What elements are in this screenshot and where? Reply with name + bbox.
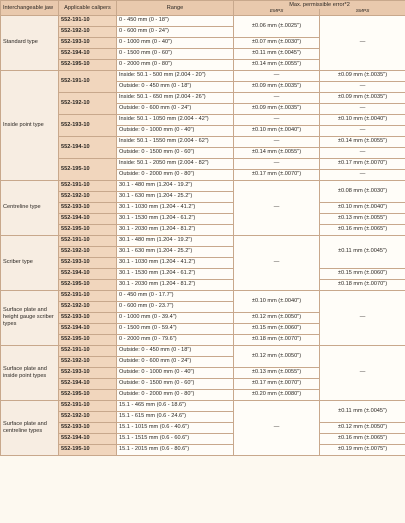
header-range: Range (117, 1, 234, 16)
emps-cell: ±0.12 mm (±.0050") (234, 312, 320, 323)
emps-cell: ±0.17 mm (±.0070") (234, 169, 320, 180)
smps-cell: — (320, 147, 405, 158)
smps-cell: ±0.16 mm (±.0065") (320, 224, 405, 235)
range-cell: Inside: 50.1 - 500 mm (2.004 - 20") (117, 70, 234, 81)
range-cell: 30.1 - 2030 mm (1.204 - 81.2") (117, 279, 234, 290)
caliper-model-cell: 552-194-10 (59, 378, 117, 389)
range-cell: 0 - 450 mm (0 - 17.7") (117, 290, 234, 301)
range-cell: Inside: 50.1 - 1050 mm (2.004 - 42") (117, 114, 234, 125)
range-cell: 0 - 1000 mm (0 - 40") (117, 37, 234, 48)
smps-cell: ±0.11 mm (±.0045") (320, 400, 405, 422)
emps-cell: ±0.15 mm (±.0060") (234, 323, 320, 334)
jaw-type-cell: Surface plate and inside point types (1, 345, 59, 400)
header-emps: EMPS (234, 9, 320, 15)
smps-cell: ±0.11 mm (±.0045") (320, 235, 405, 268)
jaw-type-cell: Inside point type (1, 70, 59, 180)
range-cell: 0 - 2000 mm (0 - 79.6") (117, 334, 234, 345)
caliper-model-cell: 552-192-10 (59, 301, 117, 312)
smps-cell: — (320, 125, 405, 136)
caliper-model-cell: 552-194-10 (59, 136, 117, 158)
smps-cell: ±0.15 mm (±.0060") (320, 268, 405, 279)
range-cell: 15.1 - 1515 mm (0.6 - 60.6") (117, 433, 234, 444)
caliper-model-cell: 552-191-10 (59, 70, 117, 92)
range-cell: Outside: 0 - 450 mm (0 - 18") (117, 81, 234, 92)
table-row (1, 433, 405, 444)
table-row (1, 422, 405, 433)
table-header (1, 1, 405, 16)
table-row (1, 235, 405, 246)
caliper-model-cell: 552-191-10 (59, 15, 117, 26)
table-row (1, 15, 405, 26)
jaw-type-cell: Surface plate and height gauge scriber types (1, 290, 59, 345)
caliper-model-cell: 552-195-10 (59, 444, 117, 455)
jaw-type-cell: Scriber type (1, 235, 59, 290)
caliper-model-cell: 552-191-10 (59, 235, 117, 246)
jaw-type-cell: Surface plate and centreline types (1, 400, 59, 455)
range-cell: Inside: 50.1 - 1550 mm (2.004 - 62") (117, 136, 234, 147)
emps-cell: — (234, 114, 320, 125)
emps-cell: ±0.07 mm (±.0030") (234, 37, 320, 48)
range-cell: Outside: 0 - 600 mm (0 - 24") (117, 103, 234, 114)
emps-cell: — (234, 70, 320, 81)
jaw-type-cell: Standard type (1, 15, 59, 70)
table-body (1, 15, 405, 455)
caliper-model-cell: 552-195-10 (59, 334, 117, 345)
table-row (1, 345, 405, 356)
range-cell: Inside: 50.1 - 650 mm (2.004 - 26") (117, 92, 234, 103)
emps-cell: ±0.20 mm (±.0080") (234, 389, 320, 400)
table-row (1, 136, 405, 147)
range-cell: 15.1 - 2015 mm (0.6 - 80.6") (117, 444, 234, 455)
range-cell: 0 - 1000 mm (0 - 39.4") (117, 312, 234, 323)
range-cell: 30.1 - 630 mm (1.204 - 25.2") (117, 246, 234, 257)
caliper-model-cell: 552-193-10 (59, 422, 117, 433)
range-cell: Outside: 0 - 2000 mm (0 - 80") (117, 389, 234, 400)
caliper-model-cell: 552-192-10 (59, 92, 117, 114)
caliper-model-cell: 552-194-10 (59, 268, 117, 279)
caliper-model-cell: 552-193-10 (59, 257, 117, 268)
caliper-model-cell: 552-195-10 (59, 224, 117, 235)
header-smps: SMPS (320, 9, 405, 15)
emps-cell: ±0.13 mm (±.0055") (234, 367, 320, 378)
caliper-model-cell: 552-192-10 (59, 356, 117, 367)
caliper-model-cell: 552-191-10 (59, 180, 117, 191)
emps-cell: ±0.18 mm (±.0070") (234, 334, 320, 345)
caliper-model-cell: 552-191-10 (59, 400, 117, 411)
caliper-model-cell: 552-195-10 (59, 279, 117, 290)
caliper-model-cell: 552-193-10 (59, 37, 117, 48)
smps-cell: ±0.13 mm (±.0055") (320, 213, 405, 224)
caliper-model-cell: 552-192-10 (59, 26, 117, 37)
emps-cell: ±0.10 mm (±.0040") (234, 290, 320, 312)
emps-cell: ±0.14 mm (±.0055") (234, 59, 320, 70)
range-cell: 15.1 - 1015 mm (0.6 - 40.6") (117, 422, 234, 433)
range-cell: 0 - 600 mm (0 - 23.7") (117, 301, 234, 312)
emps-cell: — (234, 235, 320, 290)
emps-cell: ±0.17 mm (±.0070") (234, 378, 320, 389)
smps-cell: ±0.12 mm (±.0050") (320, 422, 405, 433)
smps-cell: ±0.09 mm (±.0035") (320, 92, 405, 103)
header-max-error: Max. permissible error*2 (234, 1, 405, 10)
range-cell: Inside: 50.1 - 2050 mm (2.004 - 82") (117, 158, 234, 169)
caliper-model-cell: 552-192-10 (59, 191, 117, 202)
range-cell: 0 - 2000 mm (0 - 80") (117, 59, 234, 70)
caliper-model-cell: 552-193-10 (59, 312, 117, 323)
range-cell: 0 - 1500 mm (0 - 59.4") (117, 323, 234, 334)
header-jaw: Interchangeable jaw (1, 1, 59, 16)
emps-cell: — (234, 158, 320, 169)
caliper-model-cell: 552-192-10 (59, 411, 117, 422)
caliper-model-cell: 552-191-10 (59, 345, 117, 356)
caliper-model-cell: 552-194-10 (59, 48, 117, 59)
caliper-model-cell: 552-193-10 (59, 114, 117, 136)
smps-cell: ±0.10 mm (±.0040") (320, 202, 405, 213)
smps-cell: ±0.18 mm (±.0070") (320, 279, 405, 290)
smps-cell: — (320, 169, 405, 180)
caliper-model-cell: 552-194-10 (59, 323, 117, 334)
range-cell: 0 - 450 mm (0 - 18") (117, 15, 234, 26)
table-row (1, 114, 405, 125)
range-cell: 30.1 - 480 mm (1.204 - 19.2") (117, 180, 234, 191)
range-cell: Outside: 0 - 1500 mm (0 - 60") (117, 378, 234, 389)
range-cell: 15.1 - 615 mm (0.6 - 24.6") (117, 411, 234, 422)
caliper-model-cell: 552-194-10 (59, 213, 117, 224)
emps-cell: ±0.12 mm (±.0050") (234, 345, 320, 367)
smps-cell: — (320, 15, 405, 70)
smps-cell: — (320, 345, 405, 400)
smps-cell: ±0.10 mm (±.0040") (320, 114, 405, 125)
range-cell: 15.1 - 465 mm (0.6 - 18.6") (117, 400, 234, 411)
table-row (1, 224, 405, 235)
emps-cell: — (234, 400, 320, 455)
caliper-model-cell: 552-193-10 (59, 202, 117, 213)
emps-cell: ±0.09 mm (±.0035") (234, 103, 320, 114)
range-cell: 30.1 - 1030 mm (1.204 - 41.2") (117, 202, 234, 213)
smps-cell: ±0.14 mm (±.0055") (320, 136, 405, 147)
smps-cell: ±0.16 mm (±.0065") (320, 433, 405, 444)
range-cell: 0 - 1500 mm (0 - 60") (117, 48, 234, 59)
table-row (1, 70, 405, 81)
caliper-model-cell: 552-195-10 (59, 389, 117, 400)
range-cell: 30.1 - 1530 mm (1.204 - 61.2") (117, 213, 234, 224)
table-row (1, 400, 405, 411)
table-row (1, 92, 405, 103)
caliper-model-cell: 552-194-10 (59, 433, 117, 444)
range-cell: Outside: 0 - 1000 mm (0 - 40") (117, 367, 234, 378)
emps-cell: — (234, 180, 320, 235)
caliper-model-cell: 552-195-10 (59, 158, 117, 180)
table-row (1, 213, 405, 224)
range-cell: Outside: 0 - 1500 mm (0 - 60") (117, 147, 234, 158)
smps-cell: — (320, 81, 405, 92)
range-cell: 30.1 - 1030 mm (1.204 - 41.2") (117, 257, 234, 268)
smps-cell: ±0.08 mm (±.0030") (320, 180, 405, 202)
table-row (1, 158, 405, 169)
emps-cell: — (234, 92, 320, 103)
emps-cell: ±0.10 mm (±.0040") (234, 125, 320, 136)
range-cell: 30.1 - 630 mm (1.204 - 25.2") (117, 191, 234, 202)
range-cell: Outside: 0 - 2000 mm (0 - 80") (117, 169, 234, 180)
table-row (1, 290, 405, 301)
caliper-model-cell: 552-192-10 (59, 246, 117, 257)
smps-cell: — (320, 290, 405, 345)
emps-cell: — (234, 136, 320, 147)
table-row (1, 202, 405, 213)
range-cell: Outside: 0 - 1000 mm (0 - 40") (117, 125, 234, 136)
smps-cell: — (320, 103, 405, 114)
caliper-model-cell: 552-191-10 (59, 290, 117, 301)
smps-cell: ±0.17 mm (±.0070") (320, 158, 405, 169)
range-cell: Outside: 0 - 600 mm (0 - 24") (117, 356, 234, 367)
smps-cell: ±0.09 mm (±.0035") (320, 70, 405, 81)
range-cell: 30.1 - 1530 mm (1.204 - 61.2") (117, 268, 234, 279)
range-cell: 30.1 - 2030 mm (1.204 - 81.2") (117, 224, 234, 235)
caliper-model-cell: 552-193-10 (59, 367, 117, 378)
table-row (1, 180, 405, 191)
smps-cell: ±0.19 mm (±.0075") (320, 444, 405, 455)
jaw-type-cell: Centreline type (1, 180, 59, 235)
emps-cell: ±0.14 mm (±.0055") (234, 147, 320, 158)
emps-cell: ±0.11 mm (±.0045") (234, 48, 320, 59)
range-cell: 0 - 600 mm (0 - 24") (117, 26, 234, 37)
header-calipers: Applicable calipers (59, 1, 117, 16)
range-cell: 30.1 - 480 mm (1.204 - 19.2") (117, 235, 234, 246)
table-row (1, 279, 405, 290)
table-row (1, 268, 405, 279)
caliper-model-cell: 552-195-10 (59, 59, 117, 70)
range-cell: Outside: 0 - 450 mm (0 - 18") (117, 345, 234, 356)
emps-cell: ±0.06 mm (±.0025") (234, 15, 320, 37)
table-row (1, 444, 405, 455)
emps-cell: ±0.09 mm (±.0035") (234, 81, 320, 92)
